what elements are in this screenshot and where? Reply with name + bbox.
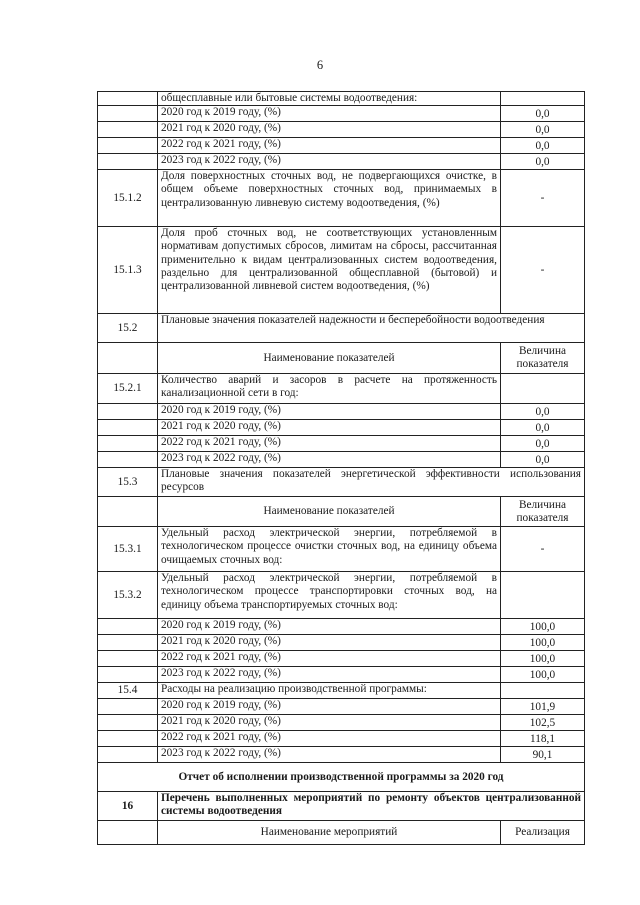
item-number: [98, 404, 158, 420]
indicator-name: 2021 год к 2020 году, (%): [158, 635, 501, 651]
item-number: [98, 667, 158, 683]
table-row: [98, 699, 585, 715]
item-number: 16: [98, 792, 158, 821]
indicator-value: 0,0: [501, 106, 585, 122]
indicators-table: [97, 91, 585, 845]
indicator-name: 2021 год к 2020 году, (%): [158, 420, 501, 436]
table-row: [98, 314, 585, 343]
indicator-value: 100,0: [501, 651, 585, 667]
indicator-value: 0,0: [501, 436, 585, 452]
table-row: [98, 452, 585, 468]
item-number: 15.1.2: [98, 170, 158, 227]
page-number: 6: [316, 58, 324, 72]
indicator-value: 0,0: [501, 138, 585, 154]
indicator-name: Доля поверхностных сточных вод, не подвергающихся очистке, в общем объеме поверхностных сточных вод, принимаемых в централизованную ливневую систему водоотведения, (%): [158, 170, 501, 227]
table-row: [98, 747, 585, 763]
indicator-value: 0,0: [501, 122, 585, 138]
table-row: [98, 683, 585, 699]
table-row: [98, 651, 585, 667]
indicator-name: 2021 год к 2020 году, (%): [158, 715, 501, 731]
table-row: [98, 154, 585, 170]
indicator-value: 90,1: [501, 747, 585, 763]
section-heading: Плановые значения показателей энергетической эффективности использования ресурсов: [158, 468, 585, 497]
indicator-name: 2020 год к 2019 году, (%): [158, 699, 501, 715]
indicator-value: 102,5: [501, 715, 585, 731]
indicator-value: 100,0: [501, 635, 585, 651]
table-row: [98, 715, 585, 731]
item-number: [98, 92, 158, 106]
table-row: [98, 404, 585, 420]
indicator-value: [501, 572, 585, 619]
table-row: [98, 527, 585, 572]
item-number: [98, 122, 158, 138]
table-row: [98, 227, 585, 314]
item-number: [98, 138, 158, 154]
indicator-name: Количество аварий и засоров в расчете на протяженность канализационной сети в год:: [158, 374, 501, 404]
indicator-name: 2020 год к 2019 году, (%): [158, 404, 501, 420]
table-row: [98, 635, 585, 651]
indicator-name: Расходы на реализацию производственной программы:: [158, 683, 501, 699]
empty-cell: [98, 821, 158, 845]
item-number: 15.2: [98, 314, 158, 343]
item-number: [98, 452, 158, 468]
column-header-name: Наименование показателей: [158, 343, 501, 374]
indicator-name: 2022 год к 2021 году, (%): [158, 138, 501, 154]
table-row: [98, 572, 585, 619]
item-number: [98, 715, 158, 731]
table-row: [98, 92, 585, 106]
column-header-name: Наименование мероприятий: [158, 821, 501, 845]
indicator-name: Доля проб сточных вод, не соответствующих установленным нормативам допустимых сбросов, лимитам на сбросы, рассчитанная применительно к видам централизованных систем водоотведения, раздельно для централизованной общесплавной (бытовой) и централизованной ливневой систем водоотведения, (%): [158, 227, 501, 314]
column-header-value: Величина показателя: [501, 343, 585, 374]
table-row: [98, 138, 585, 154]
indicator-value: [501, 92, 585, 106]
column-header-value: Реализация: [501, 821, 585, 845]
table-row: [98, 374, 585, 404]
indicator-value: 0,0: [501, 420, 585, 436]
indicator-value: 0,0: [501, 452, 585, 468]
table-row: [98, 763, 585, 792]
table-row: [98, 122, 585, 138]
indicator-value: [501, 374, 585, 404]
item-number: 15.4: [98, 683, 158, 699]
indicator-name: Удельный расход электрической энергии, потребляемой в технологическом процессе очистки сточных вод, на единицу объема очищаемых сточных вод:: [158, 527, 501, 572]
item-number: 15.1.3: [98, 227, 158, 314]
indicator-name: 2020 год к 2019 году, (%): [158, 619, 501, 635]
indicator-name: 2023 год к 2022 году, (%): [158, 452, 501, 468]
indicator-value: 100,0: [501, 667, 585, 683]
column-header-name: Наименование показателей: [158, 497, 501, 527]
table-row: [98, 170, 585, 227]
indicator-name: 2023 год к 2022 году, (%): [158, 747, 501, 763]
indicator-name: 2022 год к 2021 году, (%): [158, 731, 501, 747]
indicator-value: 0,0: [501, 404, 585, 420]
item-number: 15.3.1: [98, 527, 158, 572]
indicator-name: общесплавные или бытовые системы водоотведения:: [158, 92, 501, 106]
column-header-value: Величина показателя: [501, 497, 585, 527]
indicator-value: 0,0: [501, 154, 585, 170]
table-row: [98, 106, 585, 122]
item-number: [98, 747, 158, 763]
indicator-value: [501, 683, 585, 699]
indicator-name: Удельный расход электрической энергии, потребляемой в технологическом процессе транспортировки сточных вод, на единицу объема транспортируемых сточных вод:: [158, 572, 501, 619]
table-row: [98, 821, 585, 845]
table-row: [98, 792, 585, 821]
indicator-name: 2023 год к 2022 году, (%): [158, 667, 501, 683]
table-row: [98, 420, 585, 436]
table-row: [98, 731, 585, 747]
indicator-value: 100,0: [501, 619, 585, 635]
item-number: [98, 106, 158, 122]
item-number: 15.3: [98, 468, 158, 497]
table-row: [98, 436, 585, 452]
item-number: 15.2.1: [98, 374, 158, 404]
table-row: [98, 343, 585, 374]
indicator-value: -: [501, 227, 585, 314]
indicator-value: 118,1: [501, 731, 585, 747]
item-number: [98, 619, 158, 635]
item-number: [98, 699, 158, 715]
table-row: [98, 667, 585, 683]
section-heading: Перечень выполненных мероприятий по ремонту объектов централизованной системы водоотведения: [158, 792, 585, 821]
indicator-value: -: [501, 527, 585, 572]
table-row: [98, 619, 585, 635]
indicator-name: 2023 год к 2022 году, (%): [158, 154, 501, 170]
empty-cell: [98, 497, 158, 527]
indicator-value: 101,9: [501, 699, 585, 715]
indicator-name: 2021 год к 2020 году, (%): [158, 122, 501, 138]
section-title: Отчет об исполнении производственной программы за 2020 год: [98, 763, 585, 792]
table-row: [98, 468, 585, 497]
item-number: [98, 731, 158, 747]
indicator-name: 2020 год к 2019 году, (%): [158, 106, 501, 122]
item-number: [98, 651, 158, 667]
item-number: [98, 436, 158, 452]
item-number: [98, 154, 158, 170]
item-number: [98, 635, 158, 651]
indicator-name: 2022 год к 2021 году, (%): [158, 436, 501, 452]
indicator-value: -: [501, 170, 585, 227]
item-number: 15.3.2: [98, 572, 158, 619]
section-heading: Плановые значения показателей надежности и бесперебойности водоотведения: [158, 314, 585, 343]
table-row: [98, 497, 585, 527]
empty-cell: [98, 343, 158, 374]
indicator-name: 2022 год к 2021 году, (%): [158, 651, 501, 667]
item-number: [98, 420, 158, 436]
